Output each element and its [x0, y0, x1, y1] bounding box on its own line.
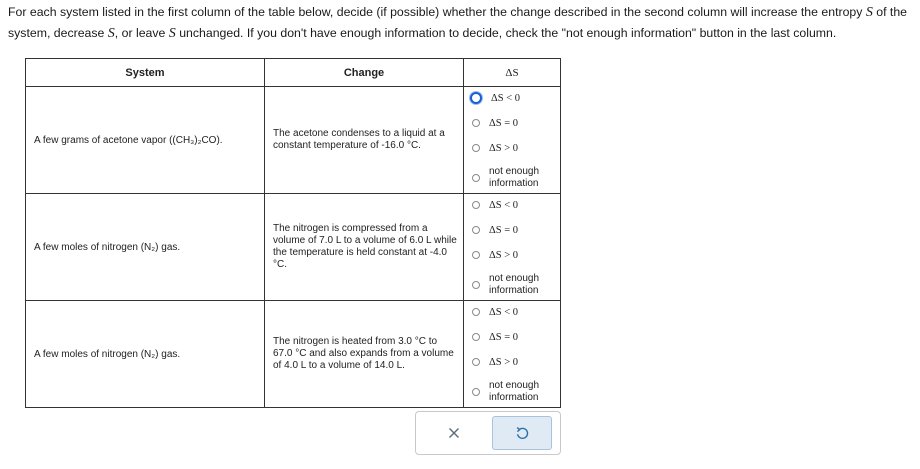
- change-cell: The nitrogen is compressed from a volume of 7.0 L to a volume of 6.0 L while the temperature is held constant at -4.0 °C.: [265, 194, 464, 301]
- option-not-enough-info[interactable]: not enough information: [472, 379, 549, 405]
- answer-controls: [415, 411, 561, 455]
- option-delta-s-zero[interactable]: ΔS = 0: [472, 114, 518, 132]
- radio-button[interactable]: [472, 144, 480, 152]
- option-delta-s-negative[interactable]: ΔS < 0: [472, 89, 520, 107]
- change-cell: The acetone condenses to a liquid at a constant temperature of -16.0 °C.: [265, 87, 464, 194]
- option-delta-s-negative[interactable]: ΔS < 0: [472, 303, 518, 321]
- table-row: [26, 194, 561, 301]
- close-x-icon: [448, 427, 460, 439]
- system-cell: A few moles of nitrogen (N₂) gas.: [26, 301, 265, 408]
- radio-button[interactable]: [472, 388, 480, 396]
- option-not-enough-info[interactable]: not enough information: [472, 272, 549, 298]
- entropy-table: [25, 58, 561, 408]
- options-cell: [464, 301, 561, 408]
- option-delta-s-negative[interactable]: ΔS < 0: [472, 196, 518, 214]
- table-row: [26, 301, 561, 408]
- radio-button[interactable]: [472, 333, 480, 341]
- option-delta-s-positive[interactable]: ΔS > 0: [472, 353, 518, 371]
- table-row: [26, 87, 561, 194]
- radio-button[interactable]: [472, 358, 480, 366]
- radio-button[interactable]: [472, 201, 480, 209]
- header-change: Change: [265, 59, 464, 87]
- clear-button[interactable]: [424, 416, 484, 450]
- radio-button[interactable]: [472, 174, 480, 182]
- option-delta-s-zero[interactable]: ΔS = 0: [472, 221, 518, 239]
- option-delta-s-positive[interactable]: ΔS > 0: [472, 246, 518, 264]
- instructions-text: For each system listed in the first column of the table below, decide (if possible) whether the change described in the second column will increase the entropy S of the system, decrease S, or leave S unchanged. If you don't have enough information to decide, check the "not enough information" button in the last column.: [8, 5, 908, 41]
- options-cell: [464, 87, 561, 194]
- radio-button[interactable]: [472, 119, 480, 127]
- option-delta-s-zero[interactable]: ΔS = 0: [472, 328, 518, 346]
- radio-button[interactable]: [470, 92, 482, 104]
- undo-icon: [515, 426, 529, 440]
- undo-button[interactable]: [492, 416, 552, 450]
- system-cell: A few moles of nitrogen (N₂) gas.: [26, 194, 265, 301]
- header-delta-s: ΔS: [464, 59, 561, 87]
- option-delta-s-positive[interactable]: ΔS > 0: [472, 139, 518, 157]
- radio-button[interactable]: [472, 226, 480, 234]
- change-cell: The nitrogen is heated from 3.0 °C to 67.0 °C and also expands from a volume of 4.0 L to a volume of 14.0 L.: [265, 301, 464, 408]
- header-system: System: [26, 59, 265, 87]
- radio-button[interactable]: [472, 281, 480, 289]
- options-cell: [464, 194, 561, 301]
- radio-button[interactable]: [472, 308, 480, 316]
- radio-button[interactable]: [472, 251, 480, 259]
- option-not-enough-info[interactable]: not enough information: [472, 165, 549, 191]
- system-cell: A few grams of acetone vapor ((CH₃)₂CO).: [26, 87, 265, 194]
